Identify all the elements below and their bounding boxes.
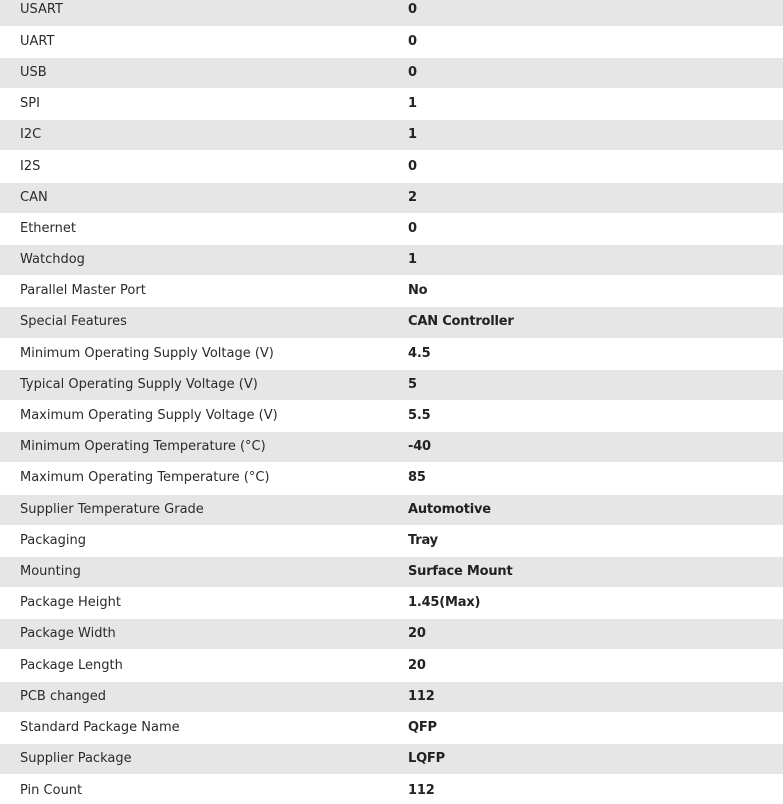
spec-label: CAN — [0, 182, 408, 213]
spec-label: Supplier Package — [0, 744, 408, 775]
spec-value: 1 — [408, 245, 783, 276]
spec-value: 85 — [408, 463, 783, 494]
spec-label: Maximum Operating Temperature (°C) — [0, 463, 408, 494]
spec-value: Tray — [408, 525, 783, 556]
spec-label: Maximum Operating Supply Voltage (V) — [0, 400, 408, 431]
spec-value: 0 — [408, 151, 783, 182]
spec-row — [0, 57, 783, 88]
spec-value: No — [408, 276, 783, 307]
spec-label: Mounting — [0, 556, 408, 587]
spec-value: 4.5 — [408, 338, 783, 369]
spec-label: Standard Package Name — [0, 712, 408, 743]
spec-value: 5 — [408, 369, 783, 400]
spec-row — [0, 494, 783, 525]
spec-value: 0 — [408, 2, 417, 18]
spec-label: Watchdog — [0, 245, 408, 276]
spec-label: Pin Count — [0, 775, 408, 804]
spec-label: SPI — [0, 89, 408, 120]
spec-value: LQFP — [408, 744, 783, 775]
spec-value: Automotive — [408, 494, 783, 525]
spec-value: CAN Controller — [408, 307, 783, 338]
spec-row — [0, 369, 783, 400]
spec-row — [0, 338, 783, 369]
spec-label: Supplier Temperature Grade — [0, 494, 408, 525]
spec-value: 2 — [408, 182, 783, 213]
spec-row — [0, 463, 783, 494]
spec-row — [0, 276, 783, 307]
spec-value: 1 — [408, 120, 783, 151]
spec-value: 5.5 — [408, 400, 783, 431]
spec-row — [0, 556, 783, 587]
spec-row — [0, 525, 783, 556]
spec-row — [0, 89, 783, 120]
spec-value: -40 — [408, 432, 783, 463]
spec-row — [0, 588, 783, 619]
spec-label: I2C — [0, 120, 408, 151]
spec-row — [0, 182, 783, 213]
spec-value: 1 — [408, 89, 783, 120]
spec-row — [0, 619, 783, 650]
spec-label: Package Width — [0, 619, 408, 650]
spec-value: QFP — [408, 712, 783, 743]
spec-value: 112 — [408, 775, 783, 804]
spec-row — [0, 245, 783, 276]
spec-row — [0, 151, 783, 182]
spec-label: PCB changed — [0, 681, 408, 712]
spec-label: UART — [0, 26, 408, 57]
spec-value: 20 — [408, 650, 783, 681]
spec-row — [0, 400, 783, 431]
spec-row — [0, 307, 783, 338]
spec-label: Parallel Master Port — [0, 276, 408, 307]
spec-row — [0, 775, 783, 804]
spec-value: 1.45(Max) — [408, 588, 783, 619]
spec-value: 0 — [408, 213, 783, 244]
spec-label: Package Length — [0, 650, 408, 681]
spec-row — [0, 213, 783, 244]
spec-row — [0, 712, 783, 743]
spec-value: 20 — [408, 619, 783, 650]
spec-label: Ethernet — [0, 213, 408, 244]
spec-label: Packaging — [0, 525, 408, 556]
spec-row — [0, 744, 783, 775]
spec-row — [0, 120, 783, 151]
spec-value: Surface Mount — [408, 556, 783, 587]
spec-label: Special Features — [0, 307, 408, 338]
spec-row — [0, 432, 783, 463]
spec-label: Minimum Operating Temperature (°C) — [0, 432, 408, 463]
spec-label: I2S — [0, 151, 408, 182]
spec-label: USART — [20, 2, 63, 18]
spec-row — [0, 681, 783, 712]
spec-row — [0, 0, 783, 26]
spec-label: Minimum Operating Supply Voltage (V) — [0, 338, 408, 369]
spec-value: 0 — [408, 57, 783, 88]
spec-label: Package Height — [0, 588, 408, 619]
spec-value: 0 — [408, 26, 783, 57]
spec-row — [0, 26, 783, 57]
spec-value: 112 — [408, 681, 783, 712]
spec-label: Typical Operating Supply Voltage (V) — [0, 369, 408, 400]
spec-row — [0, 650, 783, 681]
spec-label: USB — [0, 57, 408, 88]
